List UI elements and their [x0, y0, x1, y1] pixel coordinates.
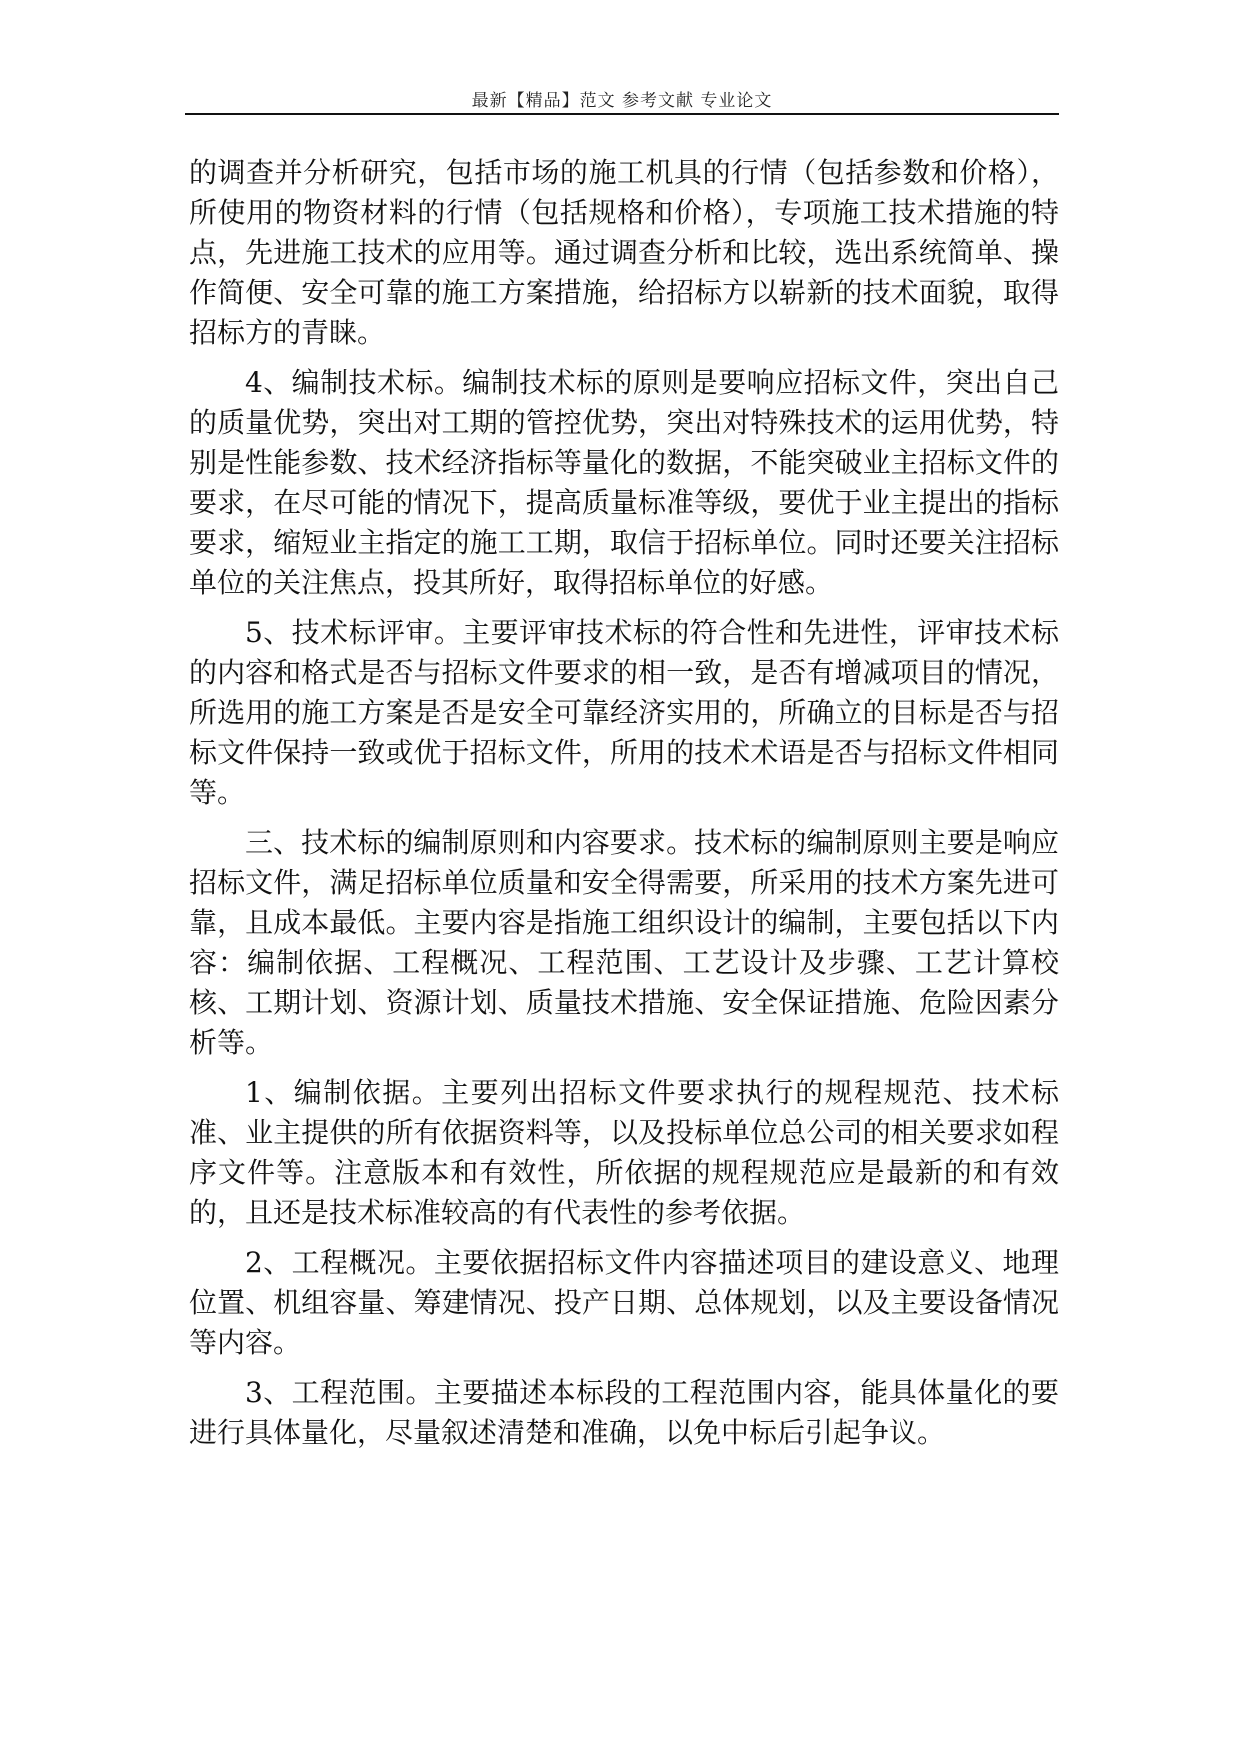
paragraph: 三、技术标的编制原则和内容要求。技术标的编制原则主要是响应招标文件，满足招标单位质量和安全得需要，所采用的技术方案先进可靠，且成本最低。主要内容是指施工组织设计的编制，主要包括以下内容：编制依据、工程概况、工程范围、工艺设计及步骤、工艺计算校核、工期计划、资源计划、质量技术措施、安全保证措施、危险因素分析等。	[189, 826, 1059, 1059]
paragraph: 1、编制依据。主要列出招标文件要求执行的规程规范、技术标准、业主提供的所有依据资料等，以及投标单位总公司的相关要求如程序文件等。注意版本和有效性，所依据的规程规范应是最新的和有效的，且还是技术标准较高的有代表性的参考依据。	[189, 1076, 1059, 1229]
paragraph: 3、工程范围。主要描述本标段的工程范围内容，能具体量化的要进行具体量化，尽量叙述清楚和准确，以免中标后引起争议。	[189, 1376, 1059, 1449]
paragraph: 4、编制技术标。编制技术标的原则是要响应招标文件，突出自己的质量优势，突出对工期的管控优势，突出对特殊技术的运用优势，特别是性能参数、技术经济指标等量化的数据，不能突破业主招标文件的要求，在尽可能的情况下，提高质量标准等级，要优于业主提出的指标要求，缩短业主指定的施工工期，取信于招标单位。同时还要关注招标单位的关注焦点，投其所好，取得招标单位的好感。	[189, 366, 1059, 599]
header-rule	[185, 113, 1059, 115]
paragraph: 的调查并分析研究，包括市场的施工机具的行情（包括参数和价格），所使用的物资材料的行情（包括规格和价格），专项施工技术措施的特点，先进施工技术的应用等。通过调查分析和比较，选出系统简单、操作简便、安全可靠的施工方案措施，给招标方以崭新的技术面貌，取得招标方的青睐。	[189, 156, 1059, 349]
page-header: 最新【精品】范文 参考文献 专业论文	[471, 91, 773, 111]
paragraph: 2、工程概况。主要依据招标文件内容描述项目的建设意义、地理位置、机组容量、筹建情况、投产日期、总体规划，以及主要设备情况等内容。	[189, 1246, 1059, 1359]
body-text	[189, 153, 1059, 1463]
paragraph: 5、技术标评审。主要评审技术标的符合性和先进性，评审技术标的内容和格式是否与招标文件要求的相一致，是否有增减项目的情况，所选用的施工方案是否是安全可靠经济实用的，所确立的目标是否与招标文件保持一致或优于招标文件，所用的技术术语是否与招标文件相同等。	[189, 616, 1059, 809]
